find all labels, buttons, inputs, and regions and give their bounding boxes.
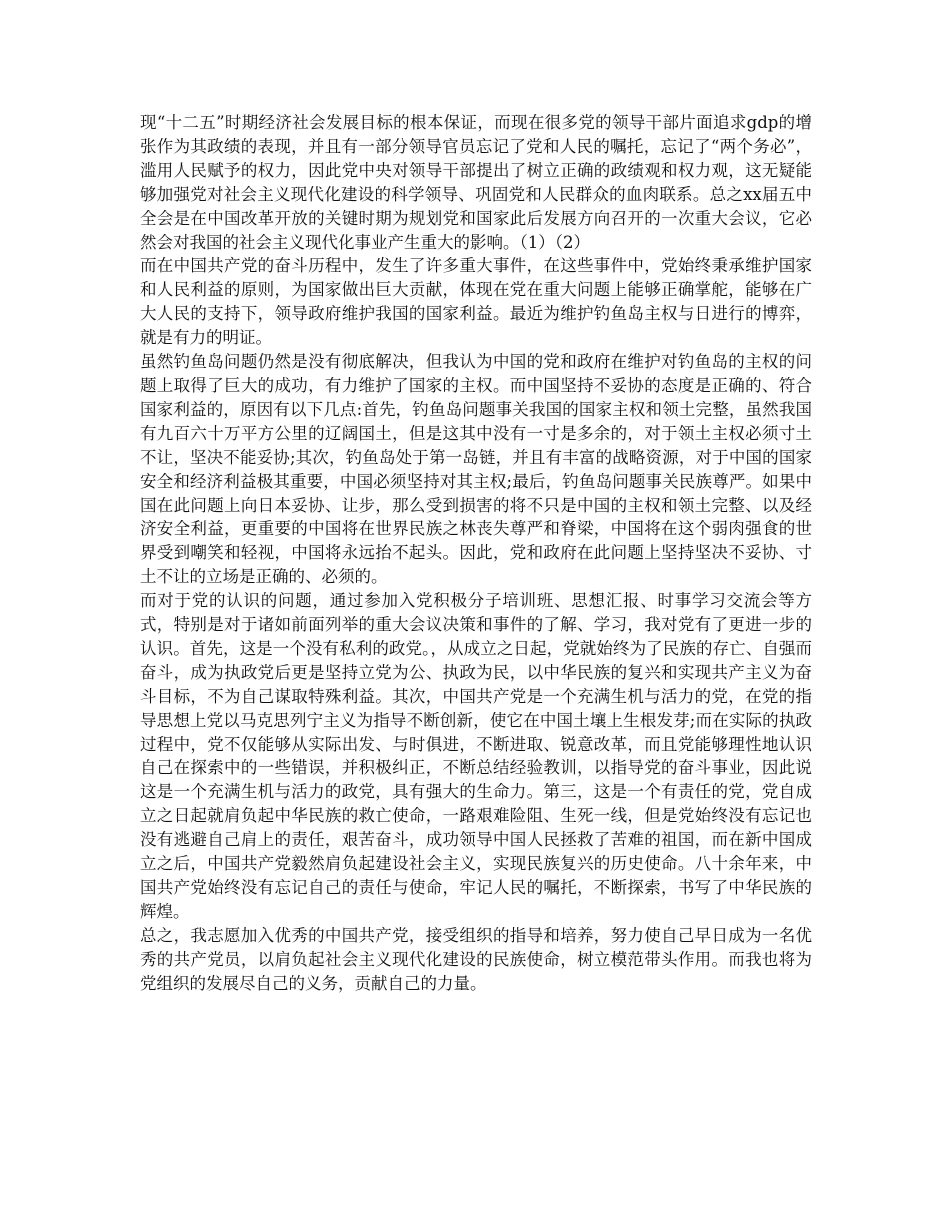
paragraph-4: 而对于党的认识的问题，通过参加入党积极分子培训班、思想汇报、时事学习交流会等方式，特别是对于诸如前面列举的重大会议决策和事件的了解、学习，我对党有了更进一步的认识。首先，这是一个没有私利的政党。，从成立之日起，党就始终为了民族的存亡、自强而奋斗，成为执政党后更是坚持立党为公、执政为民，以中华民族的复兴和实现共产主义为奋斗目标，不为自己谋取特殊利益。其次，中国共产党是一个充满生机与活力的党，在党的指导思想上党以马克思列宁主义为指导不断创新，使它在中国土壤上生根发芽;而在实际的执政过程中，党不仅能够从实际出发、与时俱进，不断进取、锐意改革，而且党能够理性地认识自己在探索中的一些错误，并积极纠正，不断总结经验教训，以指导党的奋斗事业，因此说这是一个充满生机与活力的政党，具有强大的生命力。第三，这是一个有责任的党，党自成立之日起就肩负起中华民族的救亡使命，一路艰难险阻、生死一线，但是党始终没有忘记也没有逃避自己肩上的责任，艰苦奋斗，成功领导中国人民拯救了苦难的祖国，而在新中国成立之后，中国共产党毅然肩负起建设社会主义，实现民族复兴的历史使命。八十余年来，中国共产党始终没有忘记自己的责任与使命，牢记人民的嘱托，不断探索，书写了中华民族的辉煌。 — [140, 591, 812, 921]
paragraph-2: 而在中国共产党的奋斗历程中，发生了许多重大事件，在这些事件中，党始终秉承维护国家和人民利益的原则，为国家做出巨大贡献，体现在党在重大问题上能够正确掌舵，能够在广大人民的支持下，领导政府维护我国的国家利益。最近为维护钓鱼岛主权与日进行的博弈，就是有力的明证。 — [140, 256, 812, 348]
document-body — [140, 111, 812, 996]
paragraph-5: 总之，我志愿加入优秀的中国共产党，接受组织的指导和培养，努力使自己早日成为一名优秀的共产党员，以肩负起社会主义现代化建设的民族使命，树立模范带头作用。而我也将为党组织的发展尽自己的义务，贡献自己的力量。 — [140, 925, 812, 993]
paragraph-1: 现“十二五”时期经济社会发展目标的根本保证，而现在很多党的领导干部片面追求gdp的增张作为其政绩的表现，并且有一部分领导官员忘记了党和人民的嘱托，忘记了“两个务必”，滥用人民赋予的权力，因此党中央对领导干部提出了树立正确的政绩观和权力观，这无疑能够加强党对社会主义现代化建设的科学领导、巩固党和人民群众的血肉联系。总之xx届五中全会是在中国改革开放的关键时期为规划党和国家此后发展方向召开的一次重大会议，它必然会对我国的社会主义现代化事业产生重大的影响。（1）（2） — [140, 113, 812, 252]
paragraph-3: 虽然钓鱼岛问题仍然是没有彻底解决，但我认为中国的党和政府在维护对钓鱼岛的主权的问题上取得了巨大的成功，有力维护了国家的主权。而中国坚持不妥协的态度是正确的、符合国家利益的，原因有以下几点:首先，钓鱼岛问题事关我国的国家主权和领土完整，虽然我国有九百六十万平方公里的辽阔国土，但是这其中没有一寸是多余的，对于领土主权必须寸土不让，坚决不能妥协;其次，钓鱼岛处于第一岛链，并且有丰富的战略资源，对于中国的国家安全和经济利益极其重要，中国必须坚持对其主权;最后，钓鱼岛问题事关民族尊严。如果中国在此问题上向日本妥协、让步，那么受到损害的将不只是中国的主权和领土完整、以及经济安全利益，更重要的中国将在世界民族之林丧失尊严和脊梁，中国将在这个弱肉强食的世界受到嘲笑和轻视，中国将永远抬不起头。因此，党和政府在此问题上坚持坚决不妥协、寸土不让的立场是正确的、必须的。 — [140, 352, 812, 587]
